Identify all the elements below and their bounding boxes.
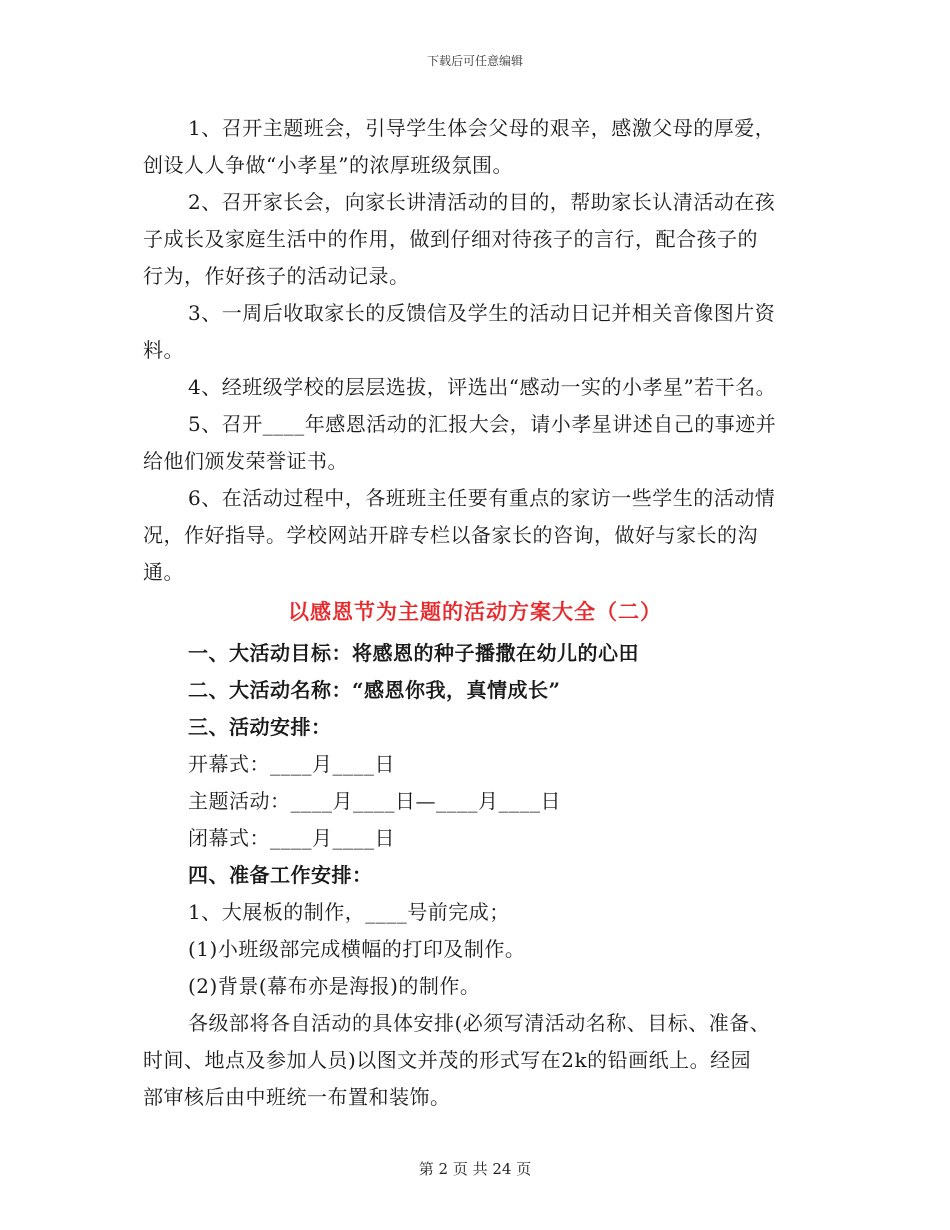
prep-item1a: (1)小班级部完成横幅的打印及制作。: [188, 937, 526, 961]
item1-line1: 1、召开主题班会，引导学生体会父母的艰辛，感激父母的厚爱，: [188, 116, 776, 140]
item3-line1: 3、一周后收取家长的反馈信及学生的活动日记并相关音像图片资: [188, 301, 776, 325]
prep-item1b: (2)背景(幕布亦是海报)的制作。: [188, 974, 481, 998]
prep-item1: 1、大展板的制作，____号前完成；: [188, 900, 510, 924]
closing-date: 闭幕式：____月____日: [188, 826, 395, 850]
para-line3: 部审核后由中班统一布置和装饰。: [143, 1085, 451, 1109]
page-header: 下载后可任意编辑: [426, 54, 523, 68]
theme-activity-date: 主题活动：____月____日—____月____日: [188, 789, 561, 813]
item2-line2: 子成长及家庭生活中的作用，做到仔细对待孩子的言行，配合孩子的: [143, 227, 758, 251]
item5-line1: 5、召开____年感恩活动的汇报大会，请小孝星讲述自己的事迹并: [188, 412, 777, 436]
item6-line3: 通。: [143, 560, 184, 584]
item6-line2: 况，作好指导。学校网站开辟专栏以备家长的咨询，做好与家长的沟: [143, 523, 758, 547]
section-title: 以感恩节为主题的活动方案大全（二）: [288, 599, 662, 624]
item3-line2: 料。: [143, 338, 184, 362]
item6-line1: 6、在活动过程中，各班班主任要有重点的家访一些学生的活动情: [188, 486, 776, 510]
activity-name: 二、大活动名称：“感恩你我，真情成长”: [188, 678, 561, 702]
page-footer: 第 2 页 共 24 页: [418, 1160, 532, 1178]
activity-goal: 一、大活动目标：将感恩的种子播撒在幼儿的心田: [188, 641, 639, 665]
item5-line2: 给他们颁发荣誉证书。: [143, 449, 348, 473]
para-line2: 时间、地点及参加人员)以图文并茂的形式写在2k的铅画纸上。经园: [143, 1048, 752, 1072]
opening-date: 开幕式：____月____日: [188, 752, 395, 776]
item2-line1: 2、召开家长会，向家长讲清活动的目的，帮助家长认清活动在孩: [188, 190, 776, 214]
activity-arrangement-heading: 三、活动安排：: [188, 715, 332, 739]
item4-line1: 4、经班级学校的层层选拔，评选出“感动一实的小孝星”若干名。: [188, 375, 777, 399]
item1-line2: 创设人人争做“小孝星”的浓厚班级氛围。: [143, 153, 513, 177]
preparation-heading: 四、准备工作安排：: [188, 863, 373, 887]
item2-line3: 行为，作好孩子的活动记录。: [143, 264, 410, 288]
para-line1: 各级部将各自活动的具体安排(必须写清活动名称、目标、准备、: [188, 1011, 771, 1035]
